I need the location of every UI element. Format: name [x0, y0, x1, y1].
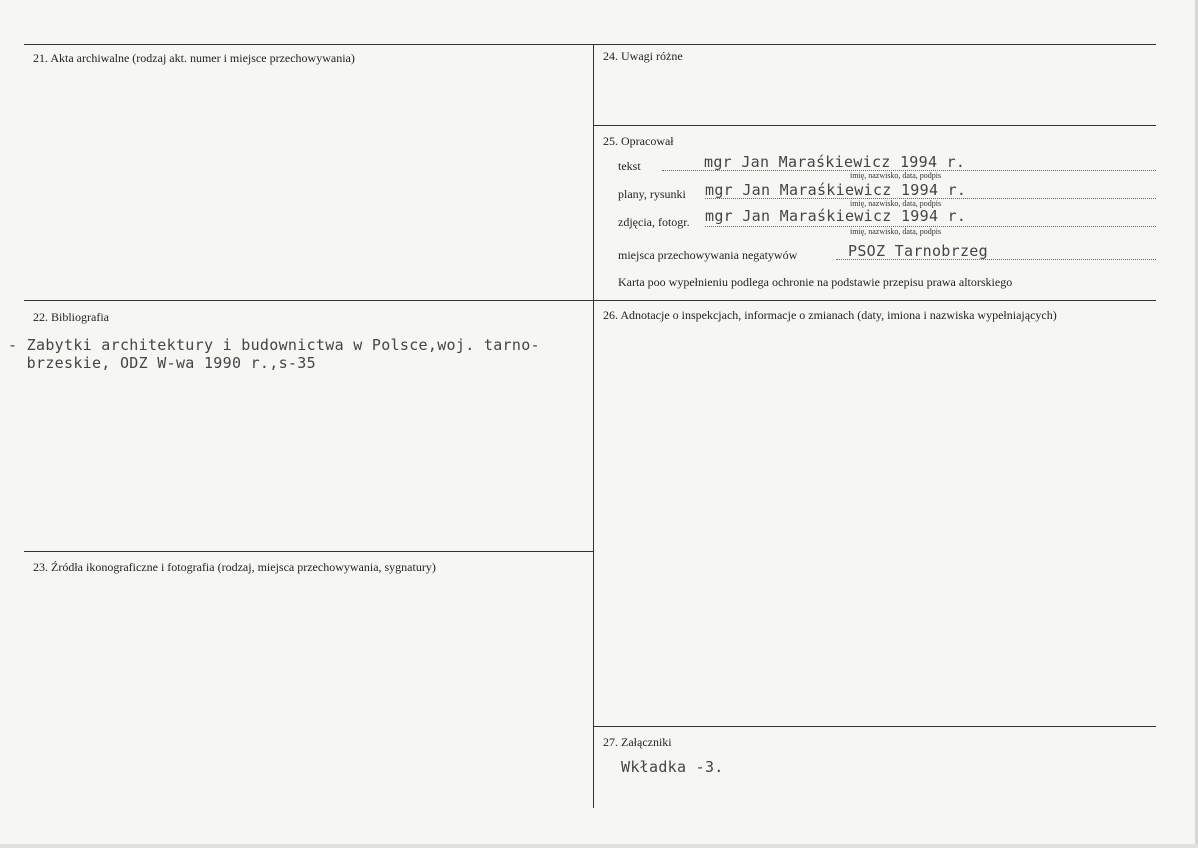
plany-label: plany, rysunki — [618, 187, 686, 201]
negatywy-label: miejsca przechowywania negatywów — [618, 248, 798, 262]
rule-26-27 — [593, 726, 1156, 727]
section-26-label: 26. Adnotacje o inspekcjach, informacje o zmianach (daty, imiona i nazwiska wypełniających) — [603, 308, 1057, 322]
rule-24-25 — [593, 125, 1156, 126]
bibliography-line-2: brzeskie, ODZ W-wa 1990 r.,s-35 — [8, 354, 316, 372]
top-rule — [24, 44, 1156, 45]
rule-22-23 — [24, 551, 593, 552]
rule-21-22 — [24, 300, 1156, 301]
attachments-value: Wkładka -3. — [621, 758, 724, 776]
negatywy-value: PSOZ Tarnobrzeg — [848, 242, 988, 260]
section-24-label: 24. Uwagi różne — [603, 49, 683, 63]
section-27-label: 27. Załączniki — [603, 735, 672, 749]
copyright-note: Karta poo wypełnieniu podlega ochronie na podstawie przepisu prawa altorskiego — [618, 275, 1013, 289]
section-25-label: 25. Opracował — [603, 134, 674, 148]
plany-caption: imię, nazwisko, data, podpis — [850, 199, 942, 208]
center-divider — [593, 44, 594, 808]
tekst-label: tekst — [618, 159, 641, 173]
plany-value: mgr Jan Maraśkiewicz 1994 r. — [705, 181, 967, 199]
zdjecia-value: mgr Jan Maraśkiewicz 1994 r. — [705, 207, 967, 225]
page-edge-bottom — [0, 844, 1198, 848]
bibliography-line-1: - Zabytki architektury i budownictwa w Polsce,woj. tarno- — [8, 336, 540, 354]
zdjecia-label: zdjęcia, fotogr. — [618, 215, 690, 229]
section-23-label: 23. Źródła ikonograficzne i fotografia (rodzaj, miejsca przechowywania, sygnatury) — [33, 560, 436, 574]
zdjecia-caption: imię, nazwisko, data, podpis — [850, 227, 942, 236]
section-22-label: 22. Bibliografia — [33, 310, 109, 324]
tekst-value: mgr Jan Maraśkiewicz 1994 r. — [704, 153, 966, 171]
section-21-label: 21. Akta archiwalne (rodzaj akt. numer i miejsce przechowywania) — [33, 51, 355, 65]
tekst-caption: imię, nazwisko, data, podpis — [850, 171, 942, 180]
